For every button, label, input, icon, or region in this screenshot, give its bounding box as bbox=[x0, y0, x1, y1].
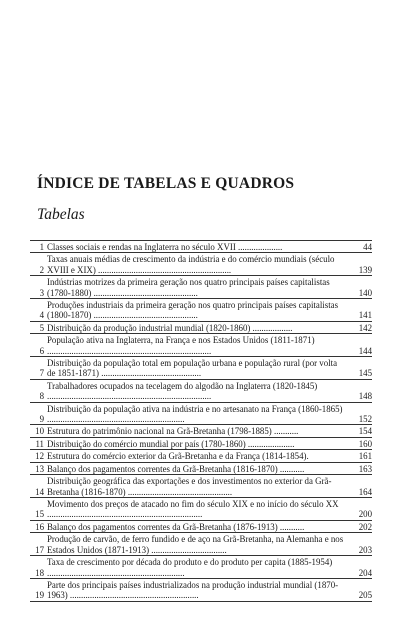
entry-divider bbox=[30, 520, 372, 521]
list-item bbox=[30, 335, 372, 356]
entry-divider bbox=[30, 298, 372, 299]
section-title: Tabelas bbox=[37, 206, 85, 223]
entry-number: 4 bbox=[39, 310, 44, 321]
entry-page-number: 161 bbox=[358, 451, 372, 462]
list-item bbox=[30, 557, 372, 578]
entry-divider bbox=[30, 462, 372, 463]
entry-number: 15 bbox=[35, 509, 44, 520]
entry-title: Trabalhadores ocupados na tecelagem do algodão na Inglaterra (1820-1845) .......................................................................... bbox=[47, 380, 318, 402]
entry-divider bbox=[30, 402, 372, 403]
list-item bbox=[30, 439, 372, 449]
list-item bbox=[30, 464, 372, 474]
entry-divider bbox=[30, 437, 372, 438]
list-item bbox=[30, 499, 372, 520]
list-item bbox=[30, 254, 372, 275]
entry-divider bbox=[30, 333, 372, 334]
entry-page-number: 163 bbox=[358, 463, 372, 474]
list-item bbox=[30, 522, 372, 532]
entry-number: 13 bbox=[35, 463, 44, 474]
entry-number: 16 bbox=[35, 521, 44, 532]
list-item bbox=[30, 323, 372, 333]
list-item bbox=[30, 242, 372, 252]
entry-divider bbox=[30, 578, 372, 579]
entry-page-number: 200 bbox=[358, 509, 372, 520]
entry-title: Classes sociais e rendas na Inglaterra no século XVII .................... bbox=[47, 242, 283, 252]
entry-page-number: 139 bbox=[358, 264, 372, 275]
entry-divider bbox=[30, 449, 372, 450]
entry-divider bbox=[30, 555, 372, 556]
entry-page-number: 140 bbox=[358, 287, 372, 298]
entry-title: Distribuição geográfica das exportações e dos investimentos no exterior da Grã-Bretanha (1816-1870) ............................................... bbox=[47, 476, 332, 497]
entry-number: 10 bbox=[35, 426, 44, 437]
entry-divider bbox=[30, 424, 372, 425]
list-item bbox=[30, 426, 372, 436]
list-item bbox=[30, 358, 372, 379]
list-item bbox=[30, 476, 372, 497]
entry-page-number: 148 bbox=[358, 391, 372, 402]
entry-title: Produções industriais da primeira geração nos quatro principais países capitalistas (1800-1870) ............................................... bbox=[47, 300, 339, 321]
entry-divider bbox=[30, 356, 372, 357]
entry-number: 2 bbox=[39, 264, 44, 275]
entry-divider bbox=[30, 474, 372, 475]
entry-number: 12 bbox=[35, 451, 44, 462]
entry-title: Taxa de crescimento por década do produto e do produto per capita (1885-1954) .............................................................. bbox=[47, 557, 333, 578]
top-divider bbox=[30, 240, 372, 241]
list-item bbox=[30, 277, 372, 298]
entry-page-number: 154 bbox=[358, 426, 372, 437]
entry-page-number: 152 bbox=[358, 413, 372, 424]
entry-divider bbox=[30, 532, 372, 533]
entry-divider bbox=[30, 601, 372, 602]
entry-title: Distribuição da população total em população urbana e população rural (por volta de 1851-1871) ............................................. bbox=[47, 358, 338, 379]
entry-title: Estrutura do comércio exterior da Grã-Bretanha e da França (1814-1854). bbox=[47, 451, 309, 462]
entry-title: Estrutura do patrimônio nacional na Grã-Bretanha (1798-1885) ........... bbox=[47, 426, 299, 437]
entry-page-number: 144 bbox=[358, 345, 372, 356]
entry-page-number: 202 bbox=[358, 521, 372, 532]
table-of-contents bbox=[30, 240, 372, 603]
entry-page-number: 141 bbox=[358, 310, 372, 321]
entry-title: Parte dos principais países industrializados na produção industrial mundial (1870-1963) .......................................................... bbox=[47, 579, 339, 601]
entry-title: Indústrias motrizes da primeira geração nos quatro principais países capitalistas (1780-1880) ............................................... bbox=[47, 277, 330, 298]
entry-number: 5 bbox=[39, 322, 44, 333]
entry-divider bbox=[30, 379, 372, 380]
entry-number: 11 bbox=[35, 438, 44, 449]
entry-page-number: 205 bbox=[358, 590, 372, 601]
entry-title: Distribuição do comércio mundial por país (1780-1860) ..................... bbox=[47, 438, 295, 449]
entry-number: 9 bbox=[39, 413, 44, 424]
entry-page-number: 44 bbox=[363, 242, 372, 252]
entries-list bbox=[30, 242, 372, 602]
list-item bbox=[30, 381, 372, 402]
entry-number: 3 bbox=[39, 287, 44, 298]
entry-page-number: 160 bbox=[358, 438, 372, 449]
entry-page-number: 203 bbox=[358, 544, 372, 555]
list-item bbox=[30, 534, 372, 555]
entry-number: 19 bbox=[35, 590, 44, 601]
entry-number: 18 bbox=[35, 567, 44, 578]
entry-number: 8 bbox=[39, 391, 44, 402]
page-title: ÍNDICE DE TABELAS E QUADROS bbox=[37, 175, 295, 192]
entry-title: Movimento dos preços de atacado no fim do século XIX e no início do século XX ...................................................................... bbox=[47, 499, 339, 520]
entry-page-number: 145 bbox=[358, 368, 372, 379]
entry-divider bbox=[30, 321, 372, 322]
entry-page-number: 164 bbox=[358, 486, 372, 497]
entry-title: Distribuição da produção industrial mundial (1820-1860) .................. bbox=[47, 322, 293, 333]
entry-divider bbox=[30, 275, 372, 276]
entry-divider bbox=[30, 252, 372, 253]
entry-title: População ativa na Inglaterra, na França e nos Estados Unidos (1811-1871) .......................................................................... bbox=[47, 335, 315, 356]
entry-title: Produção de carvão, de ferro fundido e de aço na Grã-Bretanha, na Alemanha e nos Estados Unidos (1871-1913) .................................. bbox=[47, 534, 344, 555]
entry-page-number: 142 bbox=[358, 322, 372, 333]
entry-title: Taxas anuais médias de crescimento da indústria e do comércio mundiais (século XVIII e XIX) ............................................................ bbox=[47, 254, 335, 275]
entry-title: Balanço dos pagamentos correntes da Grã-Bretanha (1876-1913) ........... bbox=[47, 521, 305, 532]
entry-number: 17 bbox=[35, 544, 44, 555]
list-item bbox=[30, 300, 372, 321]
list-item bbox=[30, 404, 372, 425]
entry-divider bbox=[30, 497, 372, 498]
entry-title: Balanço dos pagamentos correntes da Grã-Bretanha (1816-1870) ........... bbox=[47, 463, 305, 474]
entry-page-number: 204 bbox=[358, 567, 372, 578]
list-item bbox=[30, 451, 372, 461]
entry-number: 1 bbox=[39, 242, 44, 252]
entry-number: 6 bbox=[39, 345, 44, 356]
entry-number: 7 bbox=[39, 368, 44, 379]
list-item bbox=[30, 580, 372, 601]
entry-title: Distribuição da população ativa na indústria e no artesanato na França (1860-1865) .............................................................. bbox=[47, 403, 343, 424]
entry-number: 14 bbox=[35, 486, 44, 497]
